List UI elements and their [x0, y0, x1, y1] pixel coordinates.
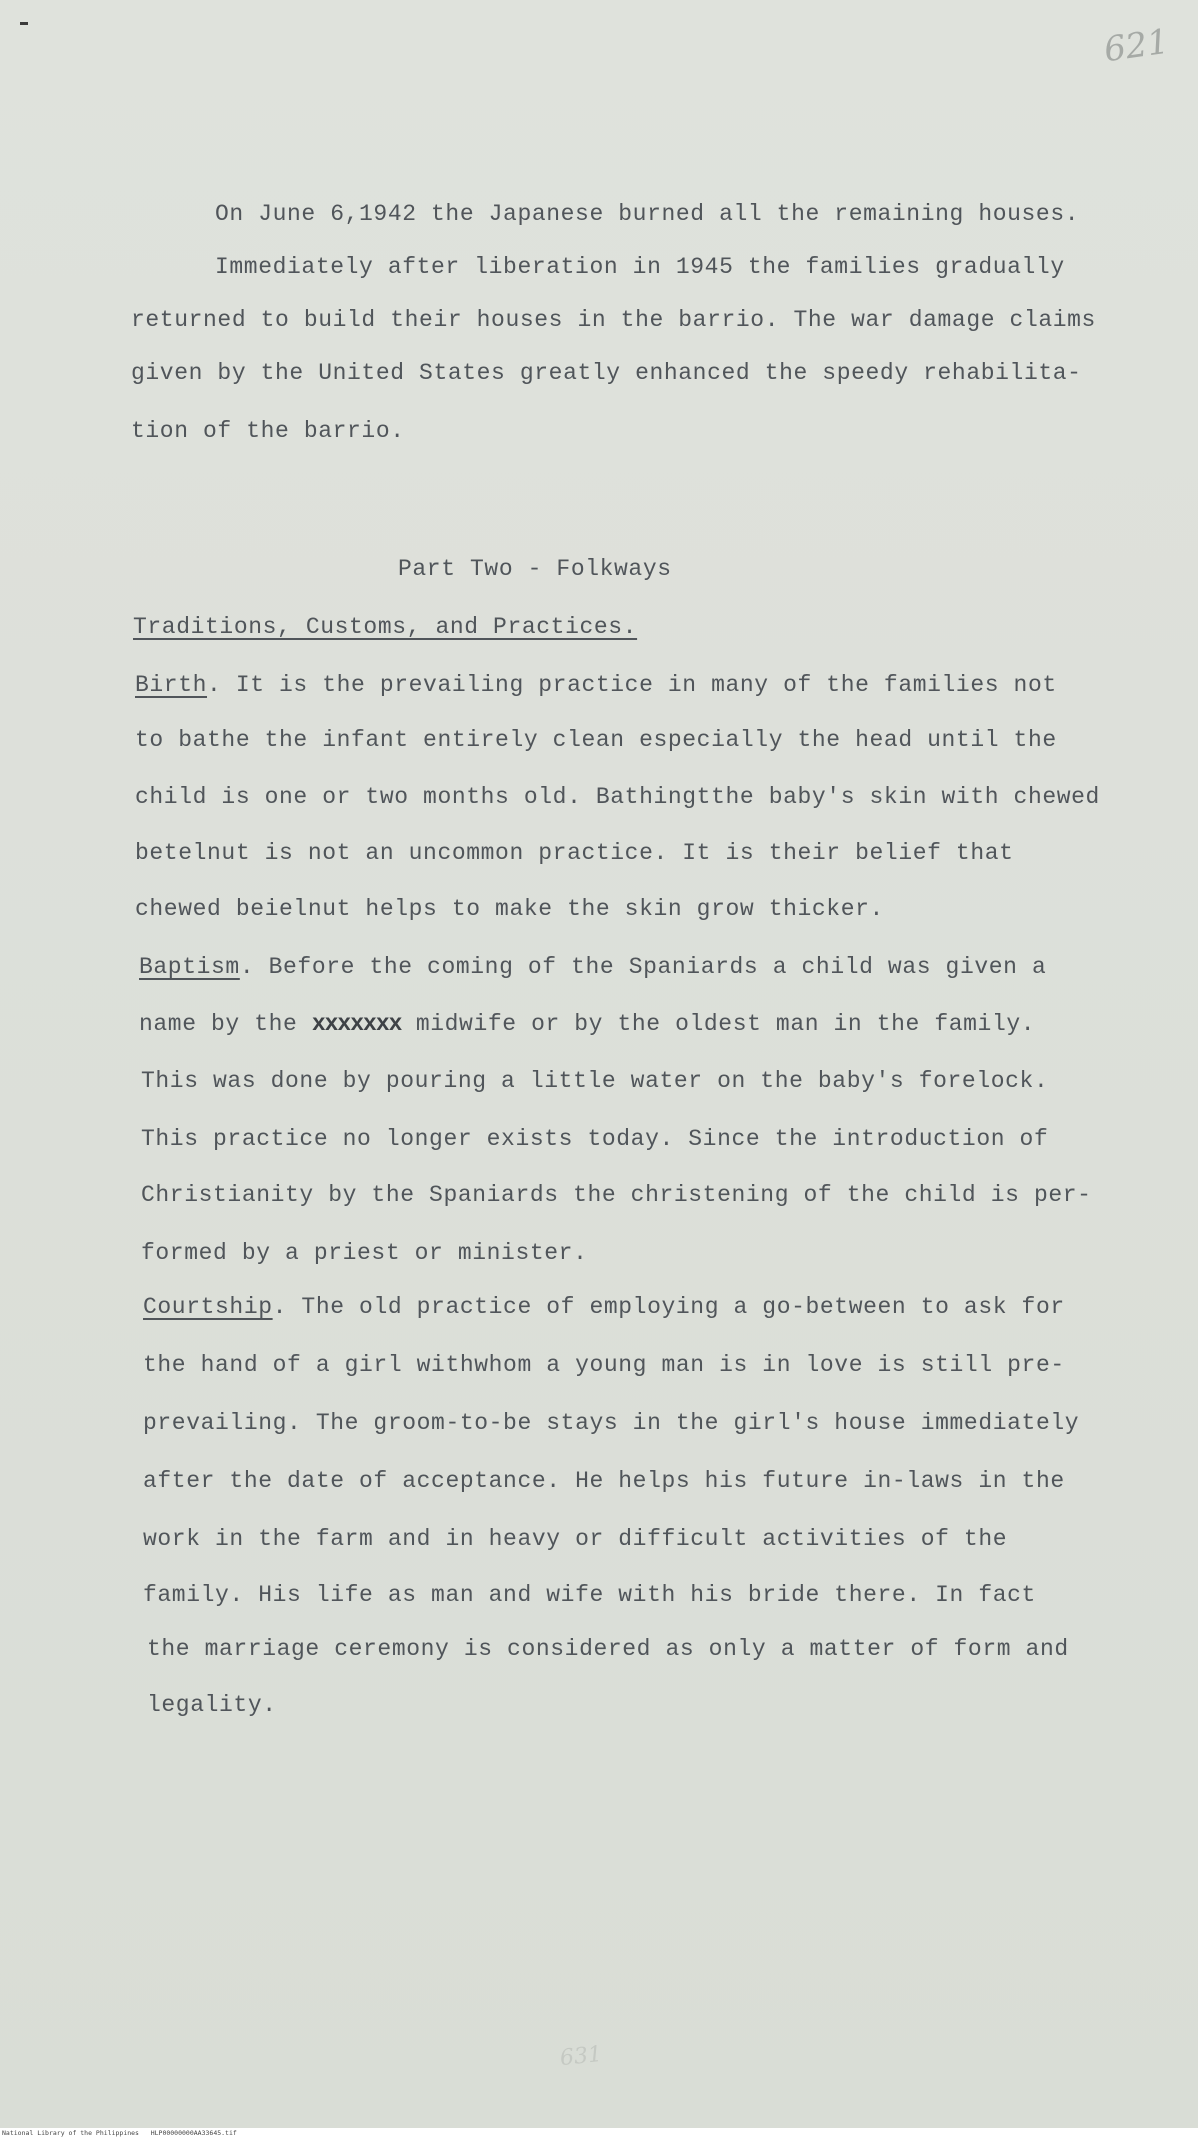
baptism-line1-text: . Before the coming of the Spaniards a child was given a	[239, 954, 1047, 980]
baptism-line6: formed by a priest or minister.	[141, 1240, 588, 1266]
courtship-line8: legality.	[147, 1692, 277, 1718]
paragraph2-line1: Immediately after liberation in 1945 the families gradually	[215, 254, 1065, 280]
struck-word: xxxxxxx	[311, 1011, 402, 1037]
birth-label: Birth	[135, 672, 208, 698]
paragraph2-line4: tion of the barrio.	[131, 418, 405, 444]
baptism-label: Baptism	[139, 954, 240, 980]
courtship-line5: work in the farm and in heavy or difficult activities of the	[143, 1526, 1008, 1552]
baptism-line3: This was done by pouring a little water on the baby's forelock.	[141, 1068, 1049, 1094]
courtship-label: Courtship	[143, 1294, 273, 1320]
baptism-line4: This practice no longer exists today. Since the introduction of	[141, 1126, 1049, 1152]
paragraph2-line2: returned to build their houses in the barrio. The war damage claims	[131, 307, 1096, 333]
part-title: Part Two - Folkways	[398, 556, 672, 582]
courtship-line4: after the date of acceptance. He helps his future in-laws in the	[143, 1468, 1065, 1494]
section-heading: Traditions, Customs, and Practices.	[133, 614, 638, 640]
courtship-line1-text: . The old practice of employing a go-between to ask for	[272, 1294, 1065, 1320]
baptism-line5: Christianity by the Spaniards the christening of the child is per-	[141, 1182, 1092, 1208]
birth-line5: chewed beielnut helps to make the skin grow thicker.	[135, 896, 884, 922]
paragraph1-line1: On June 6,1942 the Japanese burned all the remaining houses.	[215, 201, 1080, 227]
birth-line2: to bathe the infant entirely clean especially the head until the	[135, 727, 1057, 753]
birth-line1-text: . It is the prevailing practice in many of the families not	[207, 672, 1057, 698]
birth-line3: child is one or two months old. Bathingtthe baby's skin with chewed	[135, 784, 1100, 810]
courtship-line1	[143, 1294, 1065, 1320]
baptism-line1	[139, 954, 1046, 980]
stamp-number: 631	[558, 2041, 604, 2072]
courtship-line7: the marriage ceremony is considered as only a matter of form and	[147, 1636, 1069, 1662]
baptism-line2-a: name by the	[139, 1011, 312, 1037]
courtship-line3: prevailing. The groom-to-be stays in the girl's house immediately	[143, 1410, 1080, 1436]
birth-line1	[135, 672, 1057, 698]
footer-text: National Library of the Philippines HLP00000000AA33645.tif	[2, 2129, 237, 2137]
paragraph2-line3: given by the United States greatly enhanced the speedy rehabilita-	[131, 360, 1082, 386]
page-number: 621	[1101, 21, 1172, 71]
birth-line4: betelnut is not an uncommon practice. It is their belief that	[135, 840, 1014, 866]
courtship-line6: family. His life as man and wife with his bride there. In fact	[143, 1582, 1036, 1608]
courtship-line2: the hand of a girl withwhom a young man is in love is still pre-	[143, 1352, 1065, 1378]
baptism-line2	[139, 1011, 1035, 1037]
baptism-line2-b: midwife or by the oldest man in the family.	[401, 1011, 1036, 1037]
corner-mark	[20, 22, 28, 25]
